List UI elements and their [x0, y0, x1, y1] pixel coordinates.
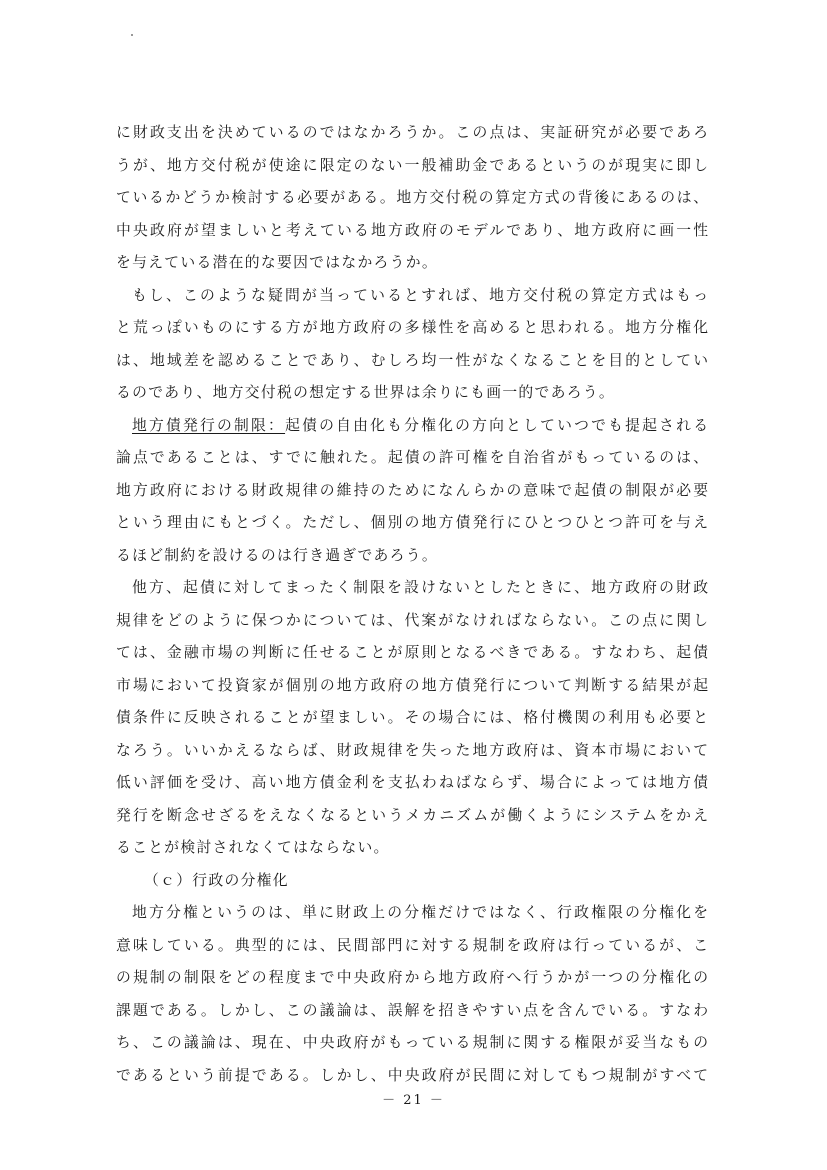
line-text: ているかどうか検討する必要がある。地方交付税の算定方式の背後にあるのは、	[116, 189, 708, 206]
body-text	[116, 117, 708, 1092]
page-number: － 21 －	[382, 1093, 445, 1108]
text-line	[116, 150, 708, 183]
line-text: 他方、起債に対してまったく制限を設けないとしたときに、地方政府の財政	[132, 579, 708, 596]
line-text: 規律をどのように保つかについては、代案がなければならない。この点に関し	[116, 611, 708, 629]
text-line	[116, 215, 708, 248]
line-text: 中央政府が望ましいと考えている地方政府のモデルであり、地方政府に画一性	[116, 221, 708, 239]
line-text: 論点であることは、すでに触れた。起債の許可権を自治省がもっているのは、	[116, 449, 708, 466]
line-text: 発行を断念せざるをえなくなるというメカニズムが働くようにシステムをかえ	[116, 806, 708, 824]
line-text: 市場において投資家が個別の地方政府の地方債発行について判断する結果が起	[116, 676, 708, 694]
text-line	[116, 572, 708, 605]
line-text: と荒っぽいものにする方が地方政府の多様性を高めると思われる。地方分権化	[116, 319, 708, 336]
text-line	[116, 865, 708, 898]
line-text: 課題である。しかし、この議論は、誤解を招きやすい点を含んでいる。すなわ	[116, 1001, 708, 1019]
line-text: なろう。いいかえるならば、財政規律を失った地方政府は、資本市場において	[116, 741, 708, 759]
text-line	[116, 182, 708, 215]
line-text: ては、金融市場の判断に任せることが原則となるべきである。すなわち、起債	[116, 644, 708, 661]
text-line	[116, 1027, 708, 1060]
line-text: に財政支出を決めているのではなかろうか。この点は、実証研究が必要であろ	[116, 124, 708, 141]
line-text: ることが検討されなくてはならない。	[116, 839, 390, 856]
text-line	[116, 507, 708, 540]
text-line	[116, 995, 708, 1028]
text-line	[116, 767, 708, 800]
line-text: 意味している。典型的には、民間部門に対する規制を政府は行っているが、こ	[116, 936, 708, 954]
text-line	[116, 670, 708, 703]
text-line	[116, 442, 708, 475]
line-text: は、地域差を認めることであり、むしろ均一性がなくなることを目的としてい	[116, 351, 708, 369]
line-text: を与えている潜在的な要因ではなかろうか。	[116, 254, 438, 271]
text-line	[116, 410, 708, 443]
line-text: 起債の自由化も分権化の方向としていつでも提起される	[285, 416, 708, 434]
text-line	[116, 345, 708, 378]
text-line	[116, 1060, 708, 1093]
text-line	[116, 117, 708, 150]
text-line	[116, 897, 708, 930]
text-line	[116, 702, 708, 735]
line-text: であるという前提である。しかし、中央政府が民間に対してもつ規制がすべて	[116, 1066, 708, 1084]
line-text: 地方分権というのは、単に財政上の分権だけではなく、行政権限の分権化を	[132, 904, 708, 921]
line-text: （ｃ）行政の分権化	[144, 871, 289, 889]
text-line	[116, 605, 708, 638]
text-line	[116, 475, 708, 508]
text-line	[116, 247, 708, 280]
line-text: という理由にもとづく。ただし、個別の地方債発行にひとつひとつ許可を与え	[116, 514, 708, 531]
line-text: 債条件に反映されることが望ましい。その場合には、格付機関の利用も必要と	[116, 709, 708, 726]
text-line	[116, 800, 708, 833]
line-text: 低い評価を受け、高い地方債金利を支払わねばならず、場合によっては地方債	[116, 774, 708, 791]
text-line	[116, 832, 708, 865]
line-text: の規制の制限をどの程度まで中央政府から地方政府へ行うかが一つの分権化の	[116, 969, 708, 986]
line-text: るのであり、地方交付税の想定する世界は余りにも画一的であろう。	[116, 384, 616, 401]
line-text: うが、地方交付税が使途に限定のない一般補助金であるというのが現実に即し	[116, 156, 708, 174]
inline-heading: 地方債発行の制限：	[132, 416, 286, 434]
line-text: るほど制約を設けるのは行き過ぎであろう。	[116, 546, 438, 564]
text-line	[116, 280, 708, 313]
scan-speck	[131, 34, 133, 36]
text-line	[116, 637, 708, 670]
text-line	[116, 962, 708, 995]
text-line	[116, 540, 708, 573]
text-line	[116, 735, 708, 768]
line-text: 地方政府における財政規律の維持のためになんらかの意味で起債の制限が必要	[116, 481, 708, 499]
line-text: もし、このような疑問が当っているとすれば、地方交付税の算定方式はもっ	[132, 286, 708, 304]
line-text: ち、この議論は、現在、中央政府がもっている規制に関する権限が妥当なもの	[116, 1034, 708, 1051]
text-line	[116, 312, 708, 345]
text-line	[116, 377, 708, 410]
text-line	[116, 930, 708, 963]
